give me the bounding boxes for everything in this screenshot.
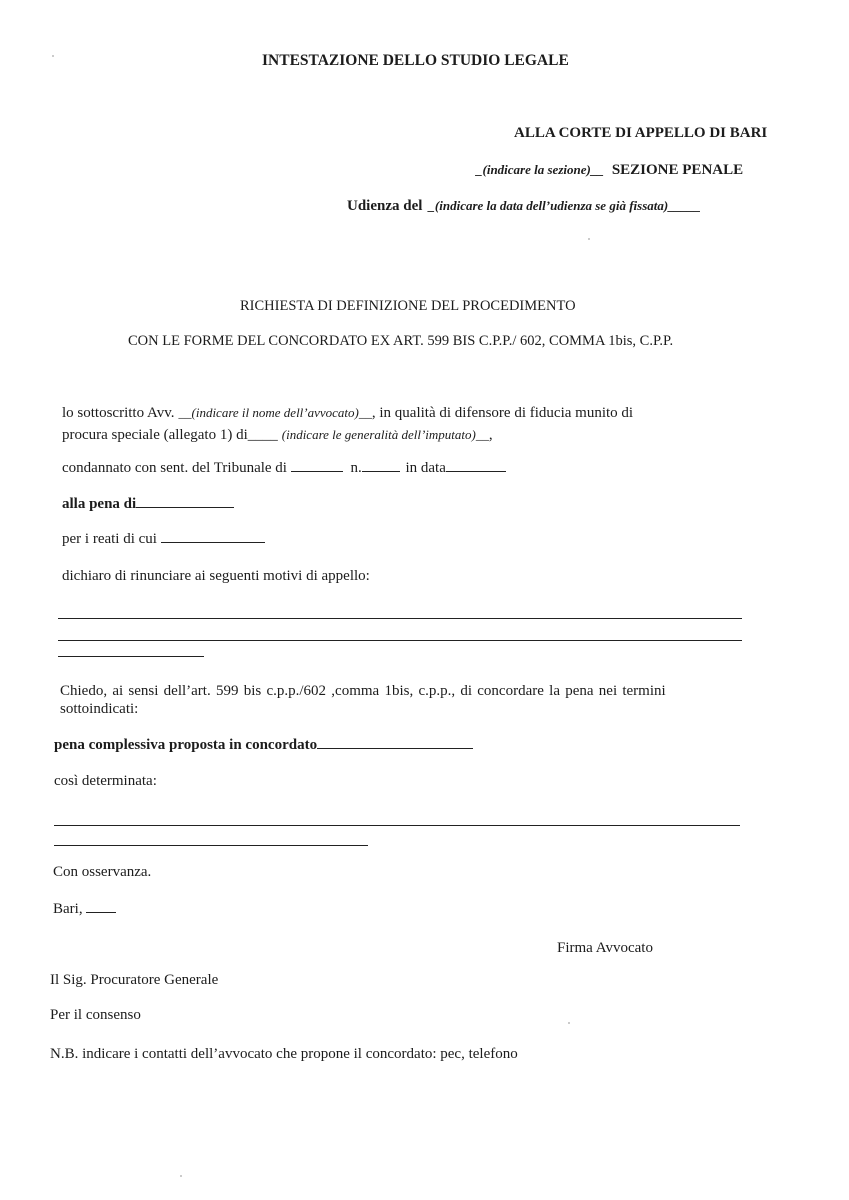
scan-speck [52, 55, 54, 57]
crimes-blank[interactable] [161, 541, 265, 543]
document-title-line1: RICHIESTA DI DEFINIZIONE DEL PROCEDIMENTO [240, 298, 576, 314]
proposed-penalty-line [54, 737, 473, 754]
document-title-line2: CON LE FORME DEL CONCORDATO EX ART. 599 BIS C.P.P./ 602, COMMA 1bis, C.P.P. [128, 333, 674, 349]
lawyer-signature-label: Firma Avvocato [557, 940, 653, 956]
crimes-label: per i reati di cui [62, 531, 157, 547]
hearing-hint: _(indicare la data dell’udienza se già fissata)_____ [428, 198, 701, 213]
studio-header: INTESTAZIONE DELLO STUDIO LEGALE [262, 52, 569, 69]
request-line2: sottoindicati: [60, 701, 139, 717]
determination-line-1[interactable] [54, 825, 740, 826]
power-of-attorney-text: procura speciale (allegato 1) di____ [62, 427, 278, 443]
penalty-label: alla pena di [62, 496, 137, 512]
scan-speck [588, 238, 590, 240]
intro-line2 [62, 426, 493, 444]
intro-end: , [488, 427, 493, 443]
proposed-penalty-blank[interactable] [317, 747, 473, 749]
contact-note: N.B. indicare i contatti dell’avvocato che propone il concordato: pec, telefono [50, 1046, 518, 1062]
appeal-reasons-line-1[interactable] [58, 618, 742, 619]
scan-speck [180, 1175, 182, 1177]
hearing-line [347, 197, 701, 215]
court-addressee: ALLA CORTE DI APPELLO DI BARI [514, 125, 768, 141]
hearing-label: Udienza del [347, 198, 423, 214]
prosecutor-general: Il Sig. Procuratore Generale [50, 972, 219, 988]
closing-regards: Con osservanza. [53, 864, 152, 880]
determination-line-2[interactable] [54, 845, 368, 846]
intro-line1 [62, 404, 633, 422]
place-date-line [53, 901, 116, 918]
place-label: Bari, [53, 901, 83, 917]
determined-text: così determinata: [54, 773, 157, 789]
intro-text: lo sottoscritto Avv. [62, 405, 175, 421]
appeal-reasons-line-3[interactable] [58, 656, 204, 657]
section-name: SEZIONE PENALE [611, 162, 744, 178]
sentence-line [62, 460, 506, 477]
penalty-blank[interactable] [136, 506, 234, 508]
section-line [476, 161, 743, 179]
number-blank[interactable] [362, 470, 400, 472]
lawyer-name-hint: __(indicare il nome dell’avvocato)__ [178, 405, 372, 420]
request-line1: Chiedo, ai sensi dell’art. 599 bis c.p.p./602 ,comma 1bis, c.p.p., di concordare la pena nei termini [60, 683, 666, 699]
date-blank[interactable] [446, 470, 506, 472]
date-signature-blank[interactable] [86, 911, 116, 913]
scan-speck [568, 1022, 570, 1024]
appeal-reasons-line-2[interactable] [58, 640, 742, 641]
sentence-number-label: n. [350, 460, 362, 476]
sentence-court-label: condannato con sent. del Tribunale di [62, 460, 287, 476]
section-hint: _(indicare la sezione)__ [476, 162, 604, 177]
proposed-penalty-label: pena complessiva proposta in concordato [54, 737, 318, 753]
court-blank[interactable] [291, 470, 343, 472]
intro-text-cont: , in qualità di difensore di fiducia munito di [371, 405, 634, 421]
consent-label: Per il consenso [50, 1007, 141, 1023]
sentence-date-label: in data [405, 460, 446, 476]
crimes-line [62, 531, 265, 548]
penalty-line [62, 496, 234, 513]
defendant-details-hint: (indicare le generalità dell’imputato)__ [281, 427, 489, 442]
renounce-text: dichiaro di rinunciare ai seguenti motivi di appello: [62, 568, 370, 584]
